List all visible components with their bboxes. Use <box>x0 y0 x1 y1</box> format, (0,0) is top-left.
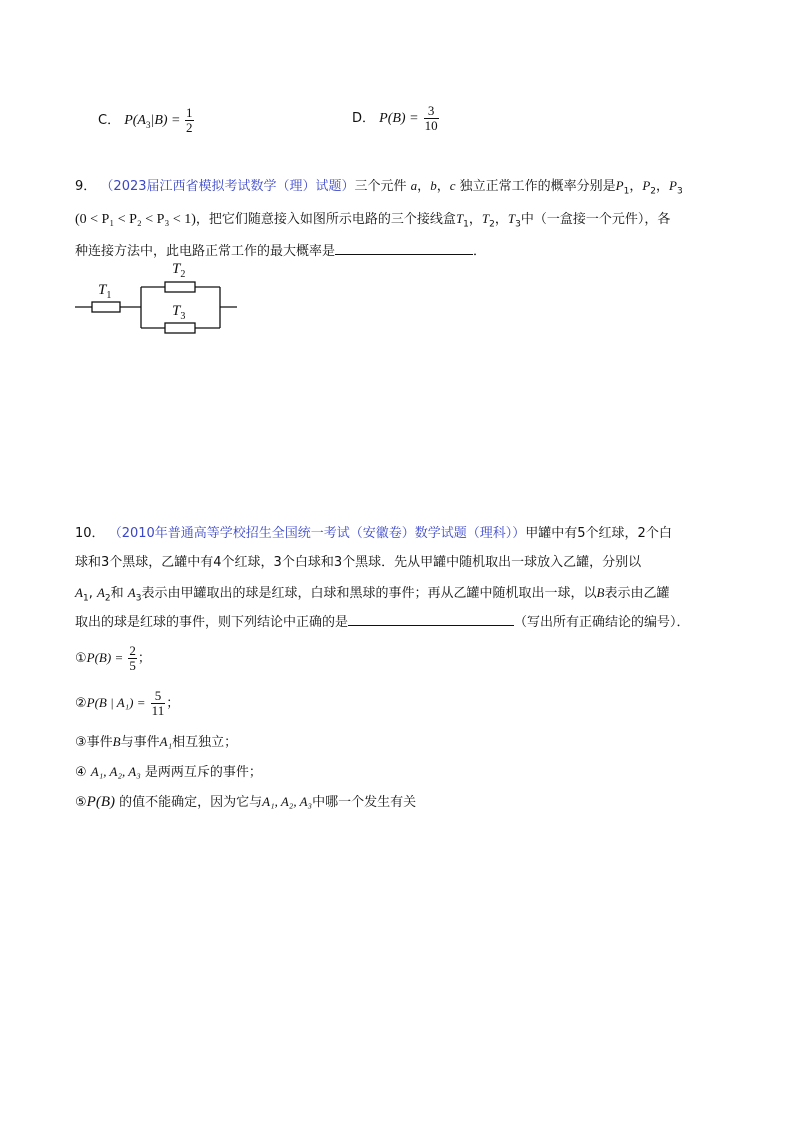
var-a: a <box>410 178 418 193</box>
q9-end: ． <box>473 244 487 259</box>
option-c-label: C． <box>98 113 121 128</box>
item-expr: P(B) = <box>86 650 124 665</box>
q10-text: 甲罐中有5个红球，2个白 <box>525 526 672 541</box>
q9-line-2: (0 < P₁ < P₂ < P₃ < 1)，把它们随意接入如图所示电路的三个接线盒$T_1$，$T_2$，$T_3$中（一盒接一个元件），各 <box>75 211 671 230</box>
var-a-set: A₁, A₂, A₃ <box>90 764 141 779</box>
item-expr: P(B | A₁) = <box>86 695 146 710</box>
q10-item-2 <box>75 689 179 718</box>
q9-text: 中（一盒接一个元件），各 <box>520 212 671 227</box>
q10-line-4 <box>75 611 690 633</box>
p1-sub: 1 <box>623 186 630 197</box>
p1: P <box>615 178 624 193</box>
circuit-svg <box>70 258 250 338</box>
q10-line-3: $A_1$, $A_2$和 $A_3$表示由甲罐取出的球是红球，白球和黑球的事件；再从乙罐中随机取出一球，以B表示由乙罐 <box>75 585 670 604</box>
item-expr: P(B) <box>86 794 115 810</box>
circuit-label-t2: $T_2$ <box>172 261 186 280</box>
var-a-set: A₁, A₂, A₃ <box>262 794 313 809</box>
item-fraction: $\frac{2}{5}$ <box>129 643 136 673</box>
q10-line-1 <box>75 524 672 544</box>
item-mark: ⑤ <box>75 795 87 810</box>
var-b: B <box>112 734 121 749</box>
q10-line-2 <box>75 553 641 573</box>
q9-number: 9． <box>75 179 97 194</box>
var-a1: A₁ <box>159 734 173 749</box>
var-b: B <box>596 585 605 600</box>
t3-sub: 3 <box>515 219 521 230</box>
q10-text: 表示由乙罐 <box>604 586 670 601</box>
answer-blank[interactable] <box>335 240 473 255</box>
p3-sub: 3 <box>677 186 683 197</box>
p3: P <box>669 178 677 193</box>
box-t2 <box>165 282 195 292</box>
q9-text: 种连接方法中，此电路正常工作的最大概率是 <box>75 244 336 259</box>
item-tail: ； <box>166 696 180 711</box>
t1-sub: 1 <box>463 219 469 230</box>
item-text: 中哪一个发生有关 <box>312 795 417 810</box>
t1: T <box>455 211 464 226</box>
item-mark: ① <box>75 651 87 666</box>
circuit-label-t1: $T_1$ <box>98 282 112 301</box>
var-b: b <box>430 178 437 193</box>
t2-sub: 2 <box>489 219 495 230</box>
t2: T <box>481 211 490 226</box>
q10-text: 球和3个黑球，乙罐中有4个红球，3个白球和3个黑球．先从甲罐中随机取出一球放入乙罐，分别以 <box>75 555 642 570</box>
q9-text: ，把它们随意接入如图所示电路的三个接线盒 <box>195 212 456 227</box>
item-tail: ； <box>137 651 151 666</box>
q9-line-1: 9． （2023届江西省模拟考试数学（理）试题）三个元件 a，b，c 独立正常工作的概率分别是$P_1$，$P_2$，$P_3$ <box>75 178 683 197</box>
q9-source: （2023届江西省模拟考试数学（理）试题） <box>100 179 355 194</box>
q10-text: 表示由甲罐取出的球是红球，白球和黑球的事件；再从乙罐中随机取出一球，以 <box>141 586 597 601</box>
answer-blank[interactable] <box>348 611 514 626</box>
item-text: 与事件 <box>120 735 160 750</box>
item-fraction: $\frac{5}{11}$ <box>151 688 165 718</box>
q10-text: （写出所有正确结论的编号）． <box>514 615 690 630</box>
q10-text: 取出的球是红球的事件，则下列结论中正确的是 <box>75 615 349 630</box>
p2-sub: 2 <box>650 186 657 197</box>
q9-condition: (0 < P₁ < P₂ < P₃ < 1) <box>75 212 196 227</box>
q9-text: 独立正常工作的概率分别是 <box>459 179 616 194</box>
option-c-expression: $P(A_3|B)$ = <box>124 113 181 130</box>
q10-source: （2010年普通高等学校招生全国统一考试（安徽卷）数学试题（理科）） <box>108 526 526 541</box>
q8-option-d <box>352 104 440 133</box>
item-mark: ② <box>75 696 87 711</box>
box-t3 <box>165 323 195 333</box>
q10-item-4 <box>75 762 262 783</box>
p2: P <box>642 178 651 193</box>
option-d-expression: P(B) = <box>379 111 419 126</box>
q10-item-3 <box>75 732 237 753</box>
q10-item-1 <box>75 644 151 673</box>
var-c: c <box>449 178 456 193</box>
option-d-label: D． <box>352 111 376 126</box>
q9-sep: ， <box>436 179 450 194</box>
item-text: 是两两互斥的事件； <box>144 765 262 780</box>
circuit-diagram <box>70 258 250 338</box>
q8-option-c <box>98 106 195 135</box>
circuit-label-t3: $T_3$ <box>172 303 186 322</box>
item-text: 事件 <box>86 735 113 750</box>
item-text: 的值不能确定，因为它与 <box>119 795 263 810</box>
q10-number: 10． <box>75 526 105 541</box>
item-mark: ④ <box>75 765 87 780</box>
box-t1 <box>92 302 120 312</box>
item-text: 相互独立； <box>172 735 238 750</box>
option-c-fraction: $\frac{1}{2}$ <box>186 105 193 135</box>
q9-text: 三个元件 <box>354 179 407 194</box>
item-mark: ③ <box>75 735 87 750</box>
option-d-fraction: $\frac{3}{10}$ <box>424 103 438 133</box>
q10-item-5 <box>75 792 416 813</box>
q9-sep: ， <box>417 179 431 194</box>
t3: T <box>507 211 516 226</box>
